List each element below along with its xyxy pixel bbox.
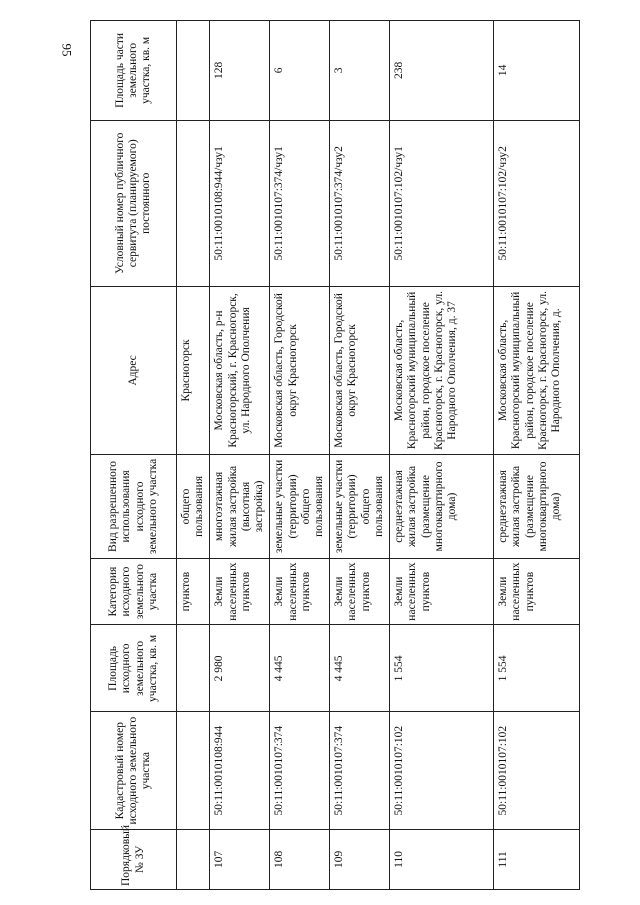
cell-address: Московская область, Красногорский муниципальный район, городское поселение Красногорск, г. Красногорск, ул. Народного Ополчения, д. 37 xyxy=(390,286,494,454)
table-row xyxy=(390,21,494,890)
cell-servitude: 50:11:0010107:374/чзу2 xyxy=(330,120,390,286)
servitude-table xyxy=(90,20,580,890)
cell-no: 107 xyxy=(210,829,270,889)
table-header-row xyxy=(91,21,177,890)
cell-category: Земли населенных пунктов xyxy=(494,558,580,624)
header-cadastral: Кадастровый номер исходного земельного участка xyxy=(91,712,177,829)
header-address: Адрес xyxy=(91,286,177,454)
cell-category: Земли населенных пунктов xyxy=(210,558,270,624)
cell-servitude: 50:11:0010108:944/чзу1 xyxy=(210,120,270,286)
cell-use: земельные участки (территории) общего пользования xyxy=(270,455,330,559)
cell-no: 109 xyxy=(330,829,390,889)
cell-no xyxy=(177,829,210,889)
cell-part-area: 238 xyxy=(390,21,494,121)
cell-part-area: 6 xyxy=(270,21,330,121)
table-row-continuation xyxy=(177,21,210,890)
cell-servitude xyxy=(177,120,210,286)
cell-area: 4 445 xyxy=(330,625,390,712)
cell-servitude: 50:11:0010107:102/чзу2 xyxy=(494,120,580,286)
cell-category: Земли населенных пунктов xyxy=(270,558,330,624)
cell-part-area: 14 xyxy=(494,21,580,121)
header-no: Порядковый № ЗУ xyxy=(91,829,177,889)
cell-area: 2 980 xyxy=(210,625,270,712)
cell-category: пунктов xyxy=(177,558,210,624)
cell-area xyxy=(177,625,210,712)
cell-area: 4 445 xyxy=(270,625,330,712)
cell-no: 110 xyxy=(390,829,494,889)
cell-servitude: 50:11:0010107:102/чзу1 xyxy=(390,120,494,286)
header-use: Вид разрешенного использования исходного земельного участка xyxy=(91,455,177,559)
cell-no: 108 xyxy=(270,829,330,889)
table-row xyxy=(210,21,270,890)
cell-part-area xyxy=(177,21,210,121)
cell-address: Красногорск xyxy=(177,286,210,454)
cell-cadastral: 50:11:0010107:102 xyxy=(494,712,580,829)
cell-no: 111 xyxy=(494,829,580,889)
cell-address: Московская область, р-н Красногорский, г. Красногорск, ул. Народного Ополчения xyxy=(210,286,270,454)
cell-cadastral: 50:11:0010107:102 xyxy=(390,712,494,829)
table-row xyxy=(494,21,580,890)
rotated-table-container xyxy=(90,20,580,890)
cell-address: Московская область, Красногорский муниципальный район, городское поселение Красногорск, г. Красногорск, ул. Народного Ополчения, д. xyxy=(494,286,580,454)
table-row xyxy=(270,21,330,890)
header-part-area: Площадь части земельного участка, кв. м xyxy=(91,21,177,121)
cell-use: общего пользования xyxy=(177,455,210,559)
cell-use: многоэтажная жилая застройка (высотная застройка) xyxy=(210,455,270,559)
cell-area: 1 554 xyxy=(494,625,580,712)
header-area: Площадь исходного земельного участка, кв. м xyxy=(91,625,177,712)
cell-cadastral: 50:11:0010108:944 xyxy=(210,712,270,829)
cell-servitude: 50:11:0010107:374/чзу1 xyxy=(270,120,330,286)
cell-part-area: 128 xyxy=(210,21,270,121)
cell-area: 1 554 xyxy=(390,625,494,712)
cell-part-area: 3 xyxy=(330,21,390,121)
cell-cadastral xyxy=(177,712,210,829)
cell-address: Московская область, Городской округ Красногорск xyxy=(270,286,330,454)
cell-use: среднеэтажная жилая застройка (размещение многоквартирного дома) xyxy=(390,455,494,559)
page-number: 95 xyxy=(59,43,75,57)
cell-address: Московская область, Городской округ Красногорск xyxy=(330,286,390,454)
cell-category: Земли населенных пунктов xyxy=(330,558,390,624)
cell-cadastral: 50:11:0010107:374 xyxy=(330,712,390,829)
cell-cadastral: 50:11:0010107:374 xyxy=(270,712,330,829)
cell-use: среднеэтажная жилая застройка (размещение многоквартирного дома) xyxy=(494,455,580,559)
header-category: Категория исходного земельного участка xyxy=(91,558,177,624)
header-servitude: Условный номер публичного сервитута (планируемого) постоянного xyxy=(91,120,177,286)
cell-category: Земли населенных пунктов xyxy=(390,558,494,624)
table-row xyxy=(330,21,390,890)
cell-use: земельные участки (территории) общего пользования xyxy=(330,455,390,559)
